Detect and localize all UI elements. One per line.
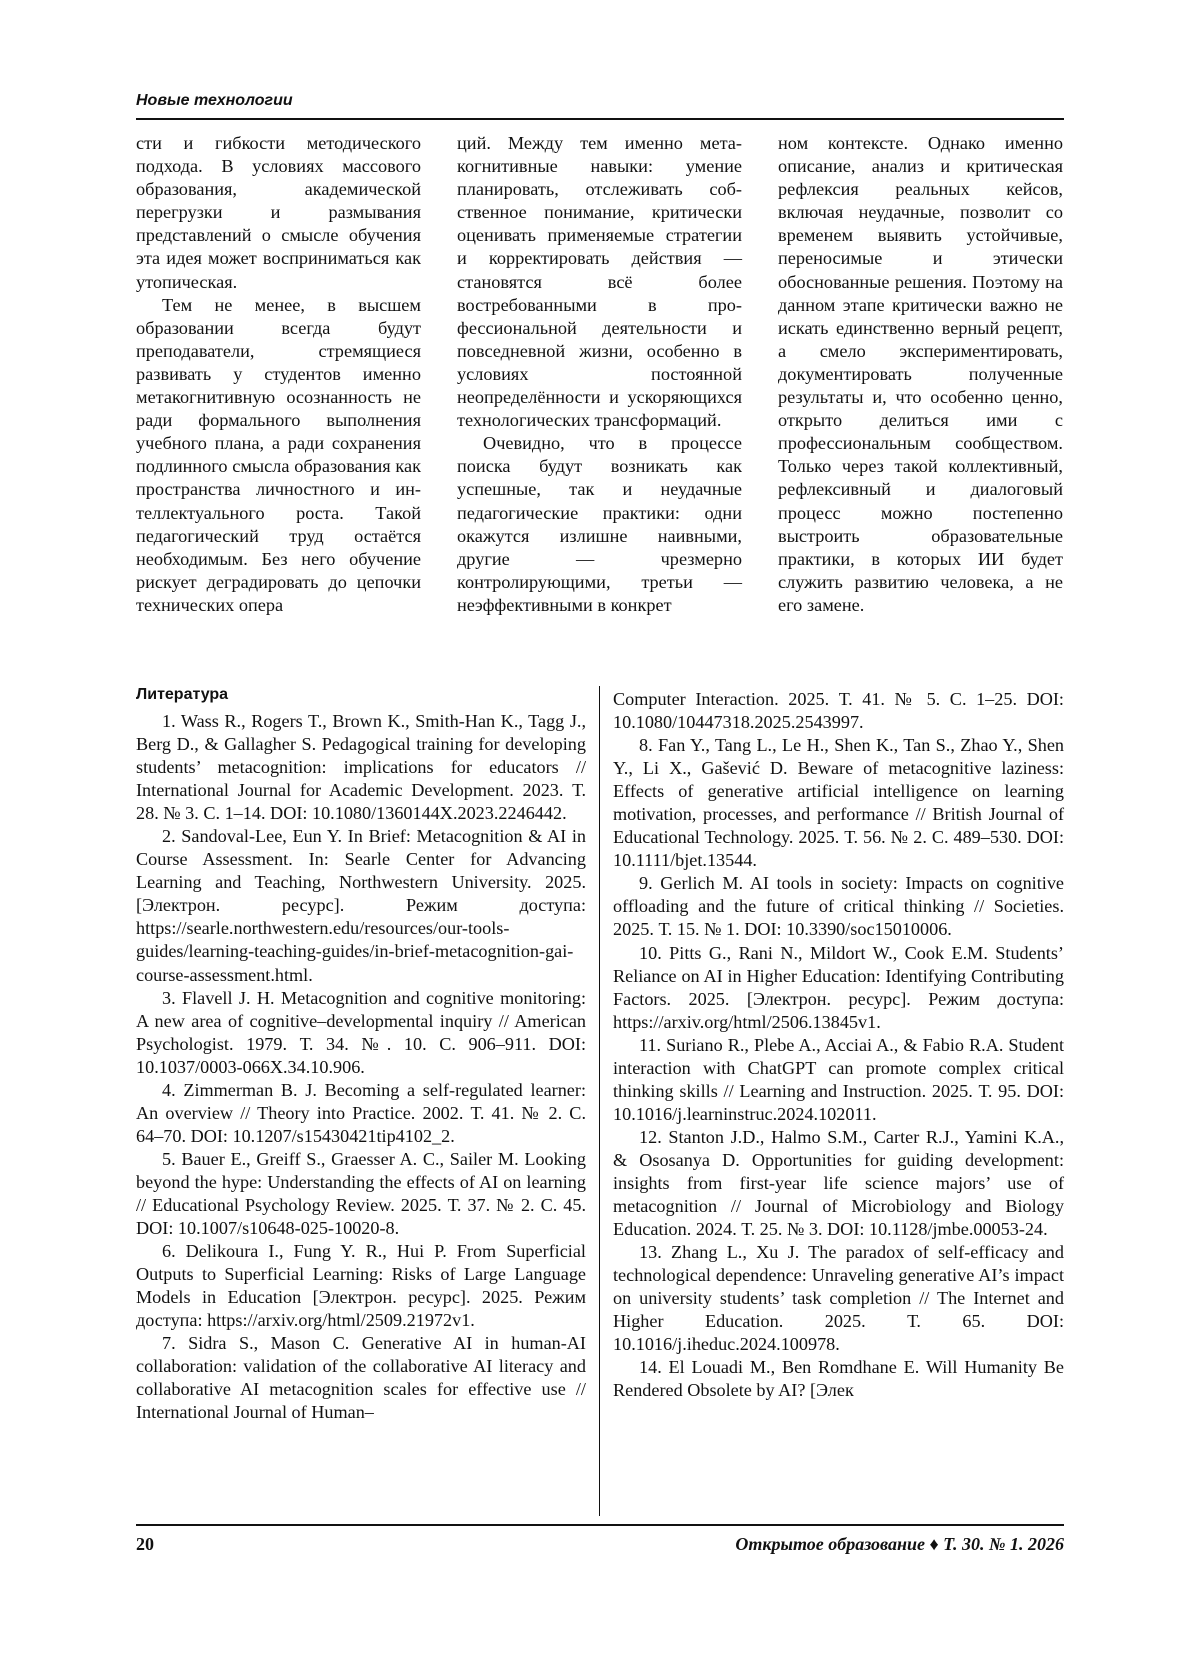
running-head-section-title: Новые технологии: [136, 92, 293, 109]
reference-item-continued: Computer Interaction. 2025. Т. 41. № 5. С. 1–25. DOI: 10.1080/10447318.2025.2543997.: [613, 689, 1064, 733]
article-body: [136, 132, 1064, 632]
paragraph: ций. Между тем именно метакогнитивные навыки: умение планировать, отслеживать собственное понимание, критически оценивать применяемые стратегии и корректировать действия — становятся всё более востребованными в профессиональной деятельности и повседневной жизни, особенно в условиях постоянной неопределённости и ускоряющихся технологических трансформаций.: [457, 133, 742, 431]
reference-item: 13. Zhang L., Xu J. The paradox of self-efficacy and technological dependence: Unraveling generative AI’s impact on university students’ task completion // The Internet and Higher Education. 2025. Т. 65. DOI: 10.1016/j.iheduc.2024.100978.: [613, 1242, 1064, 1355]
references-title: Литература: [136, 686, 229, 703]
paragraph: ном контексте. Однако именно описание, анализ и критическая рефлексия реальных кейсов, включая неудачные, позволит со временем выявить устойчивые, переносимые и этически обоснованные решения. Поэтому на данном этапе критически важно не искать единственно верный рецепт, а смело экспериментировать, документировать полученные результаты и, что особенно ценно, открыто делиться ими с профессиональным сообществом. Только через такой коллективный, рефлексивный и диалоговый процесс можно постепенно выстроить образовательные практики, в которых ИИ будет служить развитию человека, а не его замене.: [778, 133, 1063, 615]
references-column-divider: [599, 686, 600, 1516]
article-column-3: [778, 132, 1063, 632]
references-column-left: [136, 710, 586, 1424]
journal-issue: Т. 30. № 1. 2026: [943, 1534, 1064, 1554]
article-column-1: [136, 132, 421, 632]
footer-rule: [136, 1524, 1064, 1526]
paragraph: сти и гибкости методического подхода. В условиях массового образования, академической перегрузки и размывания представлений о смысле обучения эта идея может восприниматься как утопическая.: [136, 133, 421, 292]
reference-item: 5. Bauer E., Greiff S., Graesser A. C., Sailer M. Looking beyond the hype: Understanding the effects of AI on learning // Educational Psychology Review. 2025. Т. 37. № 2. С. 45. DOI: 10.1007/s10648-025-10020-8.: [136, 1148, 586, 1239]
page-number: 20: [136, 1534, 154, 1554]
reference-item: 4. Zimmerman B. J. Becoming a self-regulated learner: An overview // Theory into Practice. 2002. Т. 41. № 2. С. 64–70. DOI: 10.1207/s15430421tip4102_2.: [136, 1079, 586, 1146]
header-rule: [136, 118, 1064, 120]
reference-item: 3. Flavell J. H. Metacognition and cognitive monitoring: A new area of cognitive–developmental inquiry // American Psychologist. 1979. Т. 34. №. 10. С. 906–911. DOI: 10.1037/0003-066X.34.10.906.: [136, 987, 586, 1077]
reference-item: 2. Sandoval-Lee, Eun Y. In Brief: Metacognition & AI in Course Assessment. In: Searle Center for Advancing Learning and Teaching, Northwestern University. 2025. [Электрон. ресурс]. Режим доступа: https://searle.northwestern.edu/resources/our-tools-guides/learning-teaching-guides/in-brief-metacognition-gai-course-assessment.html.: [136, 826, 586, 985]
reference-item: 11. Suriano R., Plebe A., Acciai A., & Fabio R.A. Student interaction with ChatGPT can promote complex critical thinking skills // Learning and Instruction. 2025. Т. 95. DOI: 10.1016/j.learninstruc.2024.102011.: [613, 1034, 1064, 1124]
journal-footer: [735, 1534, 1064, 1555]
paragraph: Тем не менее, в высшем образовании всегда будут преподаватели, стремящиеся развивать у студентов именно метакогнитивную осознанность не ради формального выполнения учебного плана, а ради сохранения подлинного смысла образования как пространства личностного и интеллектуального роста. Такой педагогический труд остаётся необходимым. Без него обучение рискует деградировать до цепочки технических опера: [136, 294, 421, 615]
journal-name: Открытое образование: [735, 1534, 925, 1554]
article-column-2: [457, 132, 742, 632]
reference-item: 9. Gerlich M. AI tools in society: Impacts on cognitive offloading and the future of critical thinking // Societies. 2025. Т. 15. № 1. DOI: 10.3390/soc15010006.: [613, 873, 1064, 940]
reference-item: 1. Wass R., Rogers T., Brown K., Smith-Han K., Tagg J., Berg D., & Gallagher S. Pedagogical training for developing students’ metacognition: implications for educators // International Journal for Academic Development. 2023. Т. 28. № 3. С. 1–14. DOI: 10.1080/1360144X.2023.2246442.: [136, 711, 586, 824]
reference-item: 14. El Louadi M., Ben Romdhane E. Will Humanity Be Rendered Obsolete by AI? [Элек: [613, 1357, 1064, 1401]
reference-item: 7. Sidra S., Mason C. Generative AI in human-AI collaboration: validation of the collaborative AI literacy and collaborative AI metacognition scales for effective use // International Journal of Human–: [136, 1333, 586, 1423]
diamond-icon: ♦: [929, 1534, 939, 1554]
reference-item: 12. Stanton J.D., Halmo S.M., Carter R.J., Yamini K.A., & Ososanya D. Opportunities for guiding development: insights from first-year life science majors’ use of metacognition // Journal of Microbiology and Biology Education. 2024. Т. 25. № 3. DOI: 10.1128/jmbe.00053-24.: [613, 1126, 1064, 1240]
references-column-right: [613, 688, 1064, 1402]
reference-item: 10. Pitts G., Rani N., Mildort W., Cook E.M. Students’ Reliance on AI in Higher Education: Identifying Contributing Factors. 2025. [Электрон. ресурс]. Режим доступа: https://arxiv.org/html/2506.13845v1.: [613, 942, 1064, 1032]
reference-item: 8. Fan Y., Tang L., Le H., Shen K., Tan S., Zhao Y., Shen Y., Li X., Gašević D. Beware of metacognitive laziness: Effects of generative artificial intelligence on learning motivation, processes, and performance // British Journal of Educational Technology. 2025. Т. 56. № 2. С. 489–530. DOI: 10.1111/bjet.13544.: [613, 735, 1064, 871]
reference-item: 6. Delikoura I., Fung Y. R., Hui P. From Superficial Outputs to Superficial Learning: Risks of Large Language Models in Education [Электрон. ресурс]. 2025. Режим доступа: https://arxiv.org/html/2509.21972v1.: [136, 1241, 586, 1331]
paragraph: Очевидно, что в процессе поиска будут возникать как успешные, так и неудачные педагогические практики: одни окажутся излишне наивными, другие — чрезмерно контролирующими, третьи — неэффективными в конкрет: [457, 433, 742, 615]
